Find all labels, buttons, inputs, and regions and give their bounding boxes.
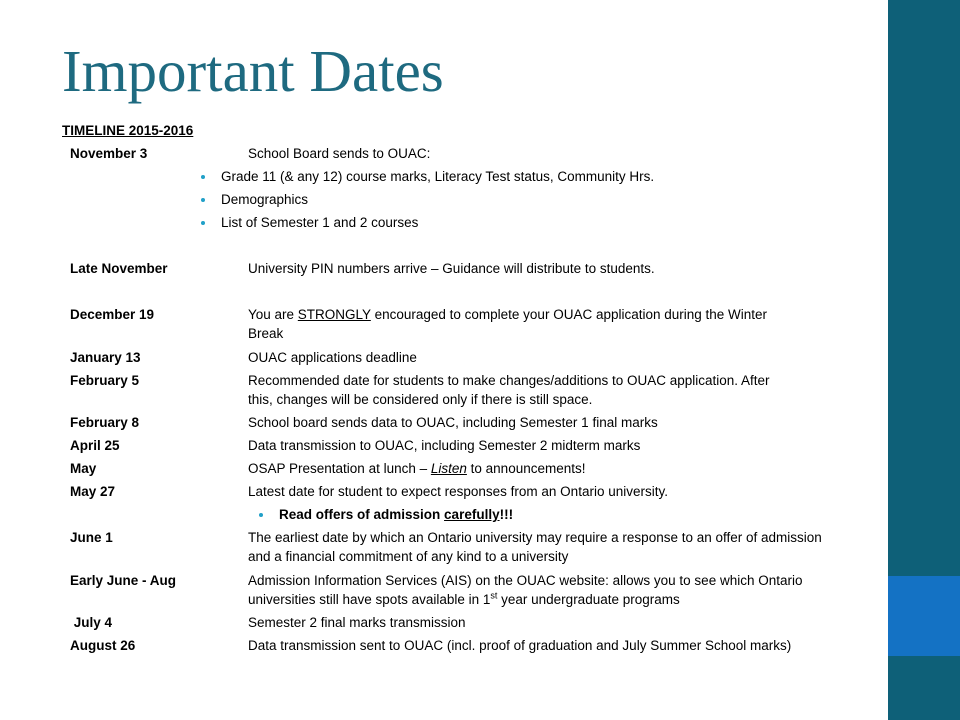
november-item-1: Grade 11 (& any 12) course marks, Literacy Test status, Community Hrs. <box>221 169 655 184</box>
side-bar-accent <box>888 576 960 656</box>
may-27-note-part2: !!! <box>499 507 514 522</box>
event-april-25: Data transmission to OUAC, including Semester 2 midterm marks <box>248 438 641 453</box>
event-may-part1: OSAP Presentation at lunch – <box>248 461 431 476</box>
date-december-19: December 19 <box>70 307 155 322</box>
event-early-june-aug-line2 <box>248 591 680 608</box>
event-july-4: Semester 2 final marks transmission <box>248 615 466 630</box>
event-december-19-part2: encouraged to complete your OUAC application during the Winter <box>370 307 768 322</box>
date-early-june-aug: Early June - Aug <box>70 573 177 588</box>
event-late-november: University PIN numbers arrive – Guidance will distribute to students. <box>248 261 655 276</box>
event-may <box>248 460 586 477</box>
event-early-june-aug: Admission Information Services (AIS) on the OUAC website: allows you to see which Ontario <box>248 573 803 588</box>
bullet-icon <box>201 175 205 179</box>
event-december-19 <box>248 306 767 323</box>
date-july-4: July 4 <box>70 615 113 630</box>
date-may: May <box>70 461 97 476</box>
date-late-november: Late November <box>70 261 168 276</box>
superscript-st: st <box>490 590 498 601</box>
event-february-5-line2: this, changes will be considered only if there is still space. <box>248 392 593 407</box>
event-december-19-line2: Break <box>248 326 284 341</box>
event-early-june-aug-line2-part2: year undergraduate programs <box>497 592 680 607</box>
date-april-25: April 25 <box>70 438 120 453</box>
event-june-1: The earliest date by which an Ontario university may require a response to an offer of admission <box>248 530 822 545</box>
november-item-3: List of Semester 1 and 2 courses <box>221 215 419 230</box>
date-january-13: January 13 <box>70 350 141 365</box>
date-august-26: August 26 <box>70 638 136 653</box>
bullet-icon <box>201 221 205 225</box>
bullet-icon <box>201 198 205 202</box>
date-november-3: November 3 <box>70 146 148 161</box>
date-june-1: June 1 <box>70 530 113 545</box>
event-august-26: Data transmission sent to OUAC (incl. proof of graduation and July Summer School marks) <box>248 638 792 653</box>
event-february-5: Recommended date for students to make changes/additions to OUAC application. After <box>248 373 770 388</box>
event-december-19-part1: You are <box>248 307 298 322</box>
may-27-note <box>279 506 513 523</box>
event-december-19-emphasis: STRONGLY <box>297 307 371 322</box>
event-january-13: OUAC applications deadline <box>248 350 417 365</box>
event-early-june-aug-line2-part1: universities still have spots available in 1 <box>248 592 491 607</box>
event-february-8: School board sends data to OUAC, including Semester 1 final marks <box>248 415 658 430</box>
may-27-note-emphasis: carefully <box>444 507 500 522</box>
event-may-27: Latest date for student to expect responses from an Ontario university. <box>248 484 668 499</box>
event-november-3: School Board sends to OUAC: <box>248 146 431 161</box>
slide-title: Important Dates <box>62 38 444 104</box>
event-may-emphasis: Listen <box>430 461 467 476</box>
date-february-5: February 5 <box>70 373 140 388</box>
event-may-part2: to announcements! <box>466 461 586 476</box>
bullet-icon <box>259 513 263 517</box>
timeline-heading: TIMELINE 2015-2016 <box>62 123 194 138</box>
date-february-8: February 8 <box>70 415 140 430</box>
date-may-27: May 27 <box>70 484 116 499</box>
november-item-2: Demographics <box>221 192 309 207</box>
may-27-note-part1: Read offers of admission <box>279 507 445 522</box>
event-june-1-line2: and a financial commitment of any kind to a university <box>248 549 569 564</box>
